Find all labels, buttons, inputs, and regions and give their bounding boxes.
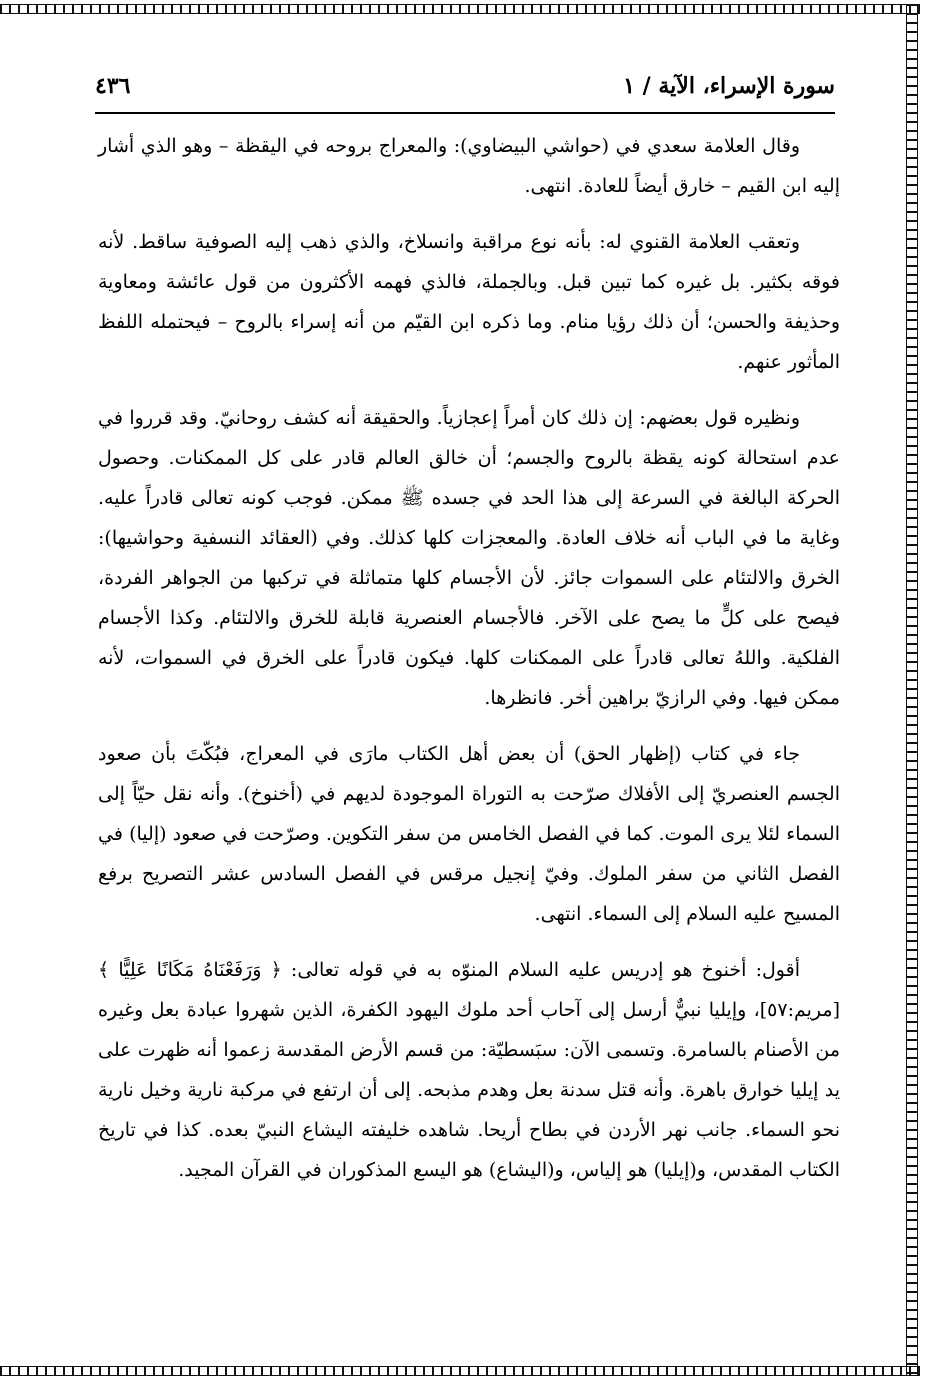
page-number: ٤٣٦ [95, 73, 131, 99]
ornamental-border-right [906, 4, 918, 1376]
paragraph: أقول: أخنوخ هو إدريس عليه السلام المنوّه به في قوله تعالى: ﴿ وَرَفَعْنَاهُ مَكَانًا عَلِيًّا ﴾ [مريم:٥٧]، وإيليا نبيٌّ أرسل إلى آحاب أحد ملوك اليهود الكفرة، الذين شهروا عبادة بعل وغيره من الأصنام بالسامرة. وتسمى الآن: سبَسطيّة: من قسم الأرض المقدسة زعموا أنه ظهرت على يد إيليا خوارق باهرة. وأنه قتل سدنة بعل وهدم مذبحه. إلى أن ارتفع في مركبة نارية وخيل نارية نحو السماء. جانب نهر الأردن في بطاح أريحا. شاهده خليفته اليشاع النبيّ بعده. كذا في تاريخ الكتاب المقدس، و(إيليا) هو إلياس، و(اليشاع) هو اليسع المذكوران في القرآن المجيد. [98, 959, 840, 1181]
ornamental-border-bottom [0, 1366, 920, 1376]
page-header [95, 66, 835, 106]
paragraph: ونظيره قول بعضهم: إن ذلك كان أمراً إعجازياً. والحقيقة أنه كشف روحانيّ. وقد قرروا في عدم استحالة كونه يقظة بالروح والجسم؛ أن خالق العالم قادر على كل الممكنات. وحصول الحركة البالغة في السرعة إلى هذا الحد في جسده ﷺ ممكن. فوجب كونه تعالى قادراً عليه. وغاية ما في الباب أنه خلاف العادة. والمعجزات كلها كذلك. وفي (العقائد النسفية وحواشيها): الخرق والالتئام على السموات جائز. لأن الأجسام كلها متماثلة في تركبها من الجواهر الفردة، فيصح على كلٍّ ما يصح على الآخر. فالأجسام العنصرية قابلة للخرق والالتئام. وكذا الأجسام الفلكية. واللهُ تعالى قادراً على الممكنات كلها. فيكون قادراً على الخرق في السموات، لأنه ممكن فيها. وفي الرازيّ براهين أخر. فانظرها. [98, 407, 840, 709]
paragraph: وتعقب العلامة القنوي له: بأنه نوع مراقبة وانسلاخ، والذي ذهب إليه الصوفية ساقط. لأنه فوقه بكثير. بل غيره كما تبين قبل. وبالجملة، فالذي فهمه الأكثرون من قول عائشة ومعاوية وحذيفة والحسن؛ أن ذلك رؤيا منام. وما ذكره ابن القيّم من أنه إسراء بالروح – فيحتمله اللفظ المأثور عنهم. [98, 231, 840, 373]
paragraph: جاء في كتاب (إظهار الحق) أن بعض أهل الكتاب مارَى في المعراج، فبُكّتَ بأن صعود الجسم العنصريّ إلى الأفلاك صرّحت به التوراة الموجودة لديهم في (أخنوخ). وأنه نقل حيّاً إلى السماء لئلا يرى الموت. كما في الفصل الخامس من سفر التكوين. وصرّحت في صعود (إليا) في الفصل الثاني من سفر الملوك. وفيّ إنجيل مرقس في الفصل السادس عشر التصريح برفع المسيح عليه السلام إلى السماء. انتهى. [98, 743, 840, 925]
header-rule [95, 112, 835, 114]
paragraph: وقال العلامة سعدي في (حواشي البيضاوي): والمعراج بروحه في اليقظة – وهو الذي أشار إليه ابن القيم – خارق أيضاً للعادة. انتهى. [98, 135, 840, 197]
ornamental-border-top [0, 4, 920, 14]
body-text [98, 126, 840, 1206]
running-title: سورة الإسراء، الآية / ١ [623, 73, 835, 99]
